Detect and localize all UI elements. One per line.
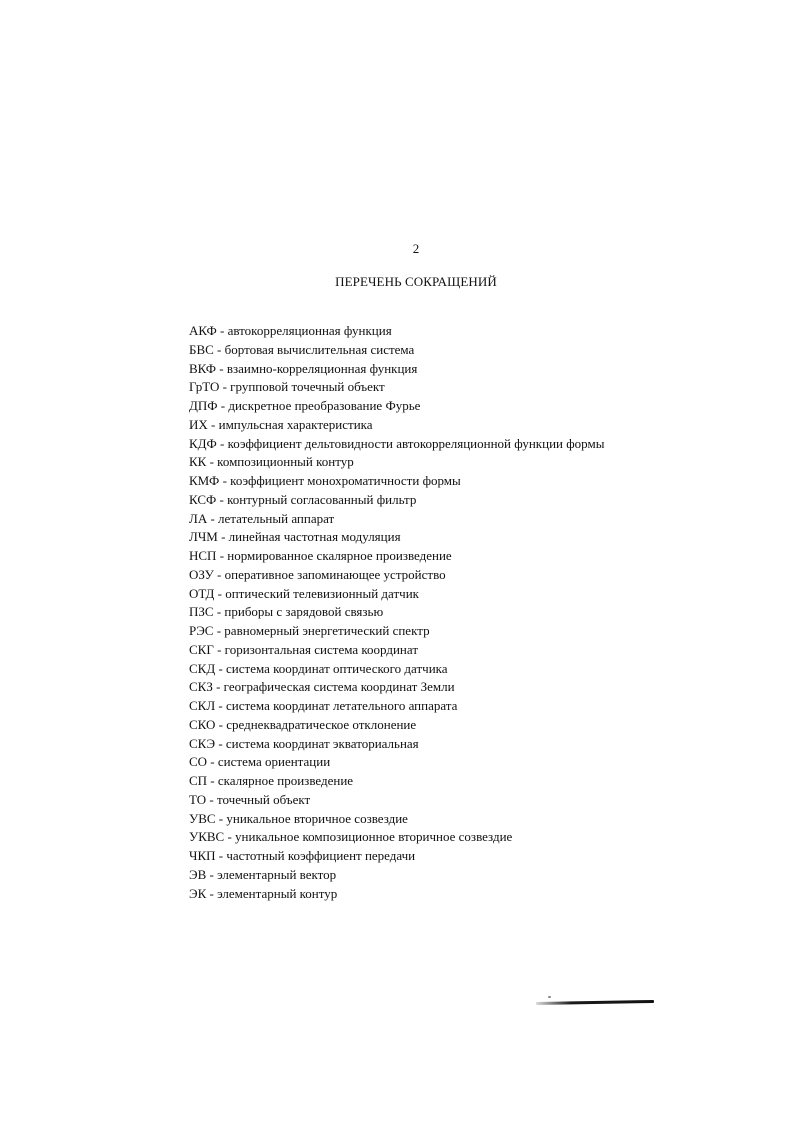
abbreviation-item: КК - композиционный контур bbox=[189, 454, 354, 470]
abbreviation-item: ЛА - летательный аппарат bbox=[189, 510, 335, 526]
abbreviation-item: КДФ - коэффициент дельтовидности автокорреляционной функции формы bbox=[189, 435, 605, 451]
abbreviation-item: СКЭ - система координат экваториальная bbox=[189, 735, 419, 751]
abbreviation-item: СКО - среднеквадратическое отклонение bbox=[189, 716, 417, 732]
abbreviation-item: БВС - бортовая вычислительная система bbox=[189, 341, 415, 357]
abbreviation-item: РЭС - равномерный энергетический спектр bbox=[189, 623, 430, 638]
abbreviation-item: СП - скалярное произведение bbox=[189, 773, 354, 788]
abbreviation-item: ИХ - импульсная характеристика bbox=[189, 416, 373, 432]
abbreviation-item: СКД - система координат оптического датчика bbox=[189, 660, 448, 676]
abbreviation-item: СКЛ - система координат летательного аппарата bbox=[189, 698, 458, 713]
abbreviation-item: ВКФ - взаимно-корреляционная функция bbox=[189, 360, 418, 376]
abbreviation-item: ОЗУ - оперативное запоминающее устройство bbox=[189, 566, 446, 582]
abbreviation-item: УВС - уникальное вторичное созвездие bbox=[189, 810, 408, 826]
scan-artifact-dot bbox=[548, 996, 551, 998]
abbreviation-item: СКГ - горизонтальная система координат bbox=[189, 641, 418, 657]
scan-artifact-line bbox=[536, 1000, 654, 1005]
abbreviation-item: ЧКП - частотный коэффициент передачи bbox=[189, 848, 416, 863]
abbreviation-item: НСП - нормированное скалярное произведение bbox=[189, 548, 452, 563]
abbreviation-list bbox=[189, 322, 604, 903]
page-number: 2 bbox=[412, 241, 420, 256]
abbreviation-item: КМФ - коэффициент монохроматичности формы bbox=[189, 473, 461, 488]
abbreviation-item: ОТД - оптический телевизионный датчик bbox=[189, 585, 419, 601]
abbreviation-item: АКФ - автокорреляционная функция bbox=[189, 323, 392, 338]
abbreviation-item: СКЗ - географическая система координат Земли bbox=[189, 679, 455, 695]
abbreviation-item: ГрТО - групповой точечный объект bbox=[189, 379, 385, 395]
abbreviation-item: СО - система ориентации bbox=[189, 754, 331, 770]
abbreviation-item: ЭВ - элементарный вектор bbox=[189, 866, 337, 882]
page-title: ПЕРЕЧЕНЬ СОКРАЩЕНИЙ bbox=[335, 274, 497, 289]
abbreviation-item: КСФ - контурный согласованный фильтр bbox=[189, 491, 417, 507]
abbreviation-item: УКВС - уникальное композиционное вторичное созвездие bbox=[189, 829, 513, 845]
abbreviation-item: ДПФ - дискретное преобразование Фурье bbox=[189, 398, 421, 413]
abbreviation-item: ТО - точечный объект bbox=[189, 791, 311, 807]
abbreviation-item: ЭК - элементарный контур bbox=[189, 885, 338, 901]
abbreviation-item: ПЗС - приборы с зарядовой связью bbox=[189, 604, 384, 620]
abbreviation-item: ЛЧМ - линейная частотная модуляция bbox=[189, 529, 401, 545]
